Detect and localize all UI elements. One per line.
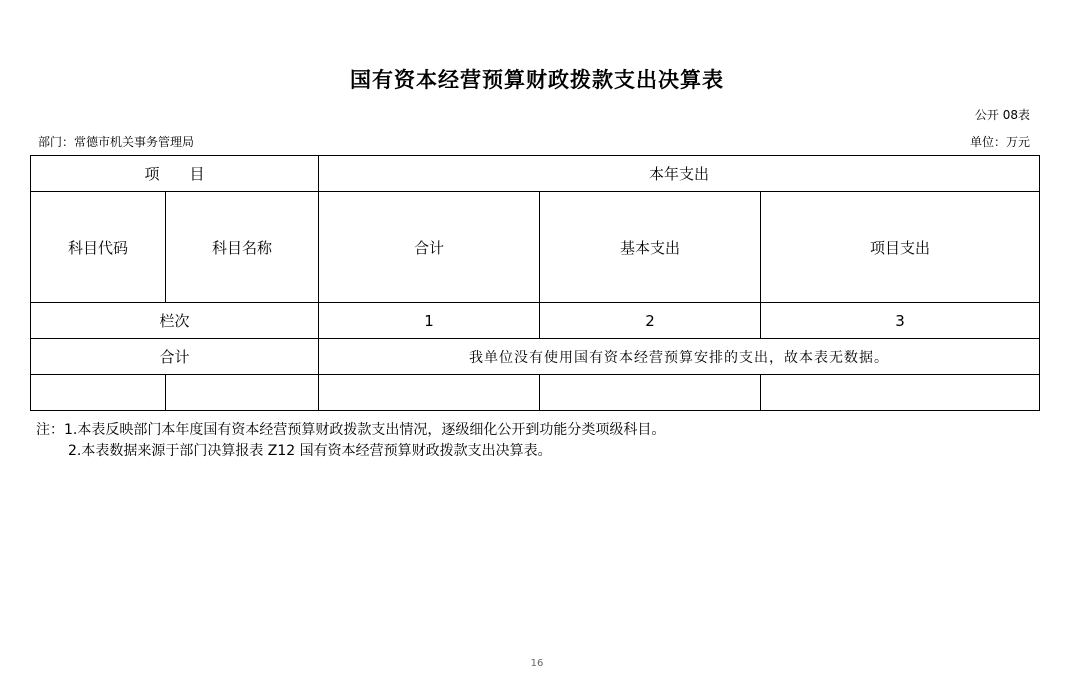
header-project: 项目支出 bbox=[761, 192, 1040, 303]
column-number-row bbox=[31, 303, 1040, 339]
table-header-row bbox=[31, 156, 1040, 192]
blank-row bbox=[31, 375, 1040, 411]
blank-cell bbox=[31, 375, 166, 411]
page-number: 16 bbox=[530, 658, 544, 669]
blank-cell bbox=[540, 375, 761, 411]
note-1: 注：1.本表反映部门本年度国有资本经营预算财政拨款支出情况，逐级细化公开到功能分类项级科目。 bbox=[36, 422, 666, 438]
blank-cell bbox=[166, 375, 319, 411]
header-basic: 基本支出 bbox=[540, 192, 761, 303]
header-code: 科目代码 bbox=[31, 192, 166, 303]
total-row bbox=[31, 339, 1040, 375]
note-2: 2.本表数据来源于部门决算报表 Z12 国有资本经营预算财政拨款支出决算表。 bbox=[68, 443, 552, 459]
page-title: 国有资本经营预算财政拨款支出决算表 bbox=[350, 68, 724, 92]
column-number-3: 3 bbox=[761, 303, 1040, 339]
total-label: 合计 bbox=[31, 339, 319, 375]
column-number-1: 1 bbox=[319, 303, 540, 339]
header-current-year: 本年支出 bbox=[319, 156, 1040, 192]
form-number: 公开 08表 bbox=[974, 108, 1030, 122]
header-total: 合计 bbox=[319, 192, 540, 303]
blank-cell bbox=[319, 375, 540, 411]
column-number-2: 2 bbox=[540, 303, 761, 339]
expenditure-table bbox=[30, 155, 1040, 411]
blank-cell bbox=[761, 375, 1040, 411]
no-data-message: 我单位没有使用国有资本经营预算安排的支出，故本表无数据。 bbox=[319, 339, 1040, 375]
unit-label: 单位：万元 bbox=[969, 135, 1030, 149]
header-name: 科目名称 bbox=[166, 192, 319, 303]
header-item: 项 目 bbox=[31, 156, 319, 192]
department-label: 部门：常德市机关事务管理局 bbox=[38, 135, 195, 149]
column-number-label: 栏次 bbox=[31, 303, 319, 339]
table-subheader-row bbox=[31, 192, 1040, 303]
